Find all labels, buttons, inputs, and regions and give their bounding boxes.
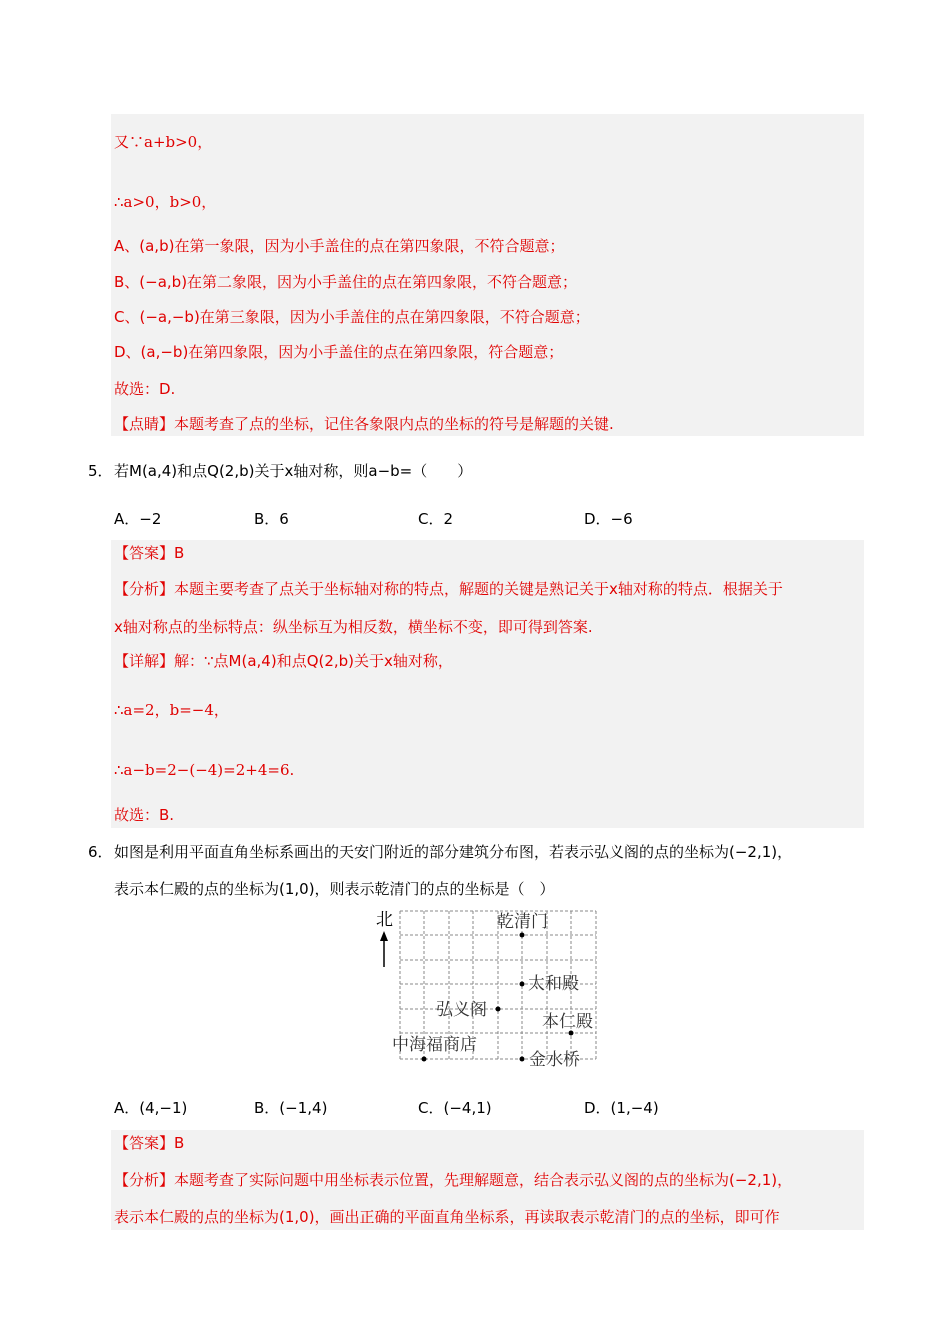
q5-detail-line1: 【详解】解：∵点M(a,4)和点Q(2,b)关于x轴对称， <box>114 652 453 670</box>
q6-option-b: B．(−1,4) <box>254 1099 328 1117</box>
q6-answer: 【答案】B <box>114 1134 185 1152</box>
q5-option-d: D．−6 <box>584 510 633 528</box>
q5-analysis-line2: x轴对称点的坐标特点：纵坐标互为相反数，横坐标不变，即可得到答案. <box>114 618 593 636</box>
dot-hongyige <box>496 1007 501 1012</box>
q5-option-c: C．2 <box>418 510 454 528</box>
label-jinshuiqiao: 金水桥 <box>529 1050 580 1070</box>
north-arrow <box>380 931 388 967</box>
label-benrendian: 本仁殿 <box>542 1012 593 1032</box>
q4-option-d-explanation: D、(a,−b)在第四象限，因为小手盖住的点在第四象限，符合题意； <box>114 343 564 361</box>
label-hongyige: 弘义阁 <box>436 1000 487 1020</box>
q6-analysis-line2: 表示本仁殿的点的坐标为(1,0)，画出正确的平面直角坐标系，再读取表示乾清门的点的坐标，即可作 <box>114 1208 780 1226</box>
q5-option-b: B．6 <box>254 510 289 528</box>
map-grid-figure <box>372 905 602 1070</box>
q6-stem-line2: 表示本仁殿的点的坐标为(1,0)，则表示乾清门的点的坐标是（ ） <box>114 880 555 898</box>
q5-option-a: A．−2 <box>114 510 162 528</box>
q5-stem: 若M(a,4)和点Q(2,b)关于x轴对称，则a−b=（ ） <box>114 462 473 480</box>
q5-answer: 【答案】B <box>114 544 185 562</box>
label-taihedian: 太和殿 <box>528 974 579 994</box>
q5-choice: 故选：B. <box>114 806 175 824</box>
dot-jinshuiqiao <box>520 1057 525 1062</box>
q4-comment: 【点睛】本题考查了点的坐标，记住各象限内点的坐标的符号是解题的关键. <box>114 415 614 433</box>
label-zhonghaifu: 中海福商店 <box>392 1035 477 1055</box>
label-qianqingmen: 乾清门 <box>497 912 548 932</box>
q5-number: 5． <box>88 462 113 480</box>
dot-qianqingmen <box>520 933 525 938</box>
q6-option-d: D．(1,−4) <box>584 1099 659 1117</box>
q5-analysis-line1: 【分析】本题主要考查了点关于坐标轴对称的特点，解题的关键是熟记关于x轴对称的特点．根据关于 <box>114 580 783 598</box>
dot-taihedian <box>520 982 525 987</box>
q4-solution-line1: 又∵a+b>0， <box>114 133 213 151</box>
q4-option-a-explanation: A、(a,b)在第一象限，因为小手盖住的点在第四象限，不符合题意； <box>114 237 565 255</box>
q4-option-c-explanation: C、(−a,−b)在第三象限，因为小手盖住的点在第四象限，不符合题意； <box>114 308 590 326</box>
q5-detail-line3: ∴a−b=2−(−4)=2+4=6. <box>114 761 295 779</box>
q6-number: 6． <box>88 843 113 861</box>
q5-detail-line2: ∴a=2，b=−4， <box>114 701 229 719</box>
q6-analysis-line1: 【分析】本题考查了实际问题中用坐标表示位置，先理解题意，结合表示弘义阁的点的坐标为(−2,1)， <box>114 1171 793 1189</box>
q4-option-b-explanation: B、(−a,b)在第二象限，因为小手盖住的点在第四象限，不符合题意； <box>114 273 578 291</box>
q6-option-c: C．(−4,1) <box>418 1099 492 1117</box>
q6-option-a: A．(4,−1) <box>114 1099 188 1117</box>
dot-zhonghaifu <box>422 1057 427 1062</box>
q4-solution-line2: ∴a>0，b>0， <box>114 193 217 211</box>
q6-stem-line1: 如图是利用平面直角坐标系画出的天安门附近的部分建筑分布图，若表示弘义阁的点的坐标为(−2,1)， <box>114 843 793 861</box>
q4-choice: 故选：D. <box>114 380 176 398</box>
north-label: 北 <box>376 910 393 930</box>
